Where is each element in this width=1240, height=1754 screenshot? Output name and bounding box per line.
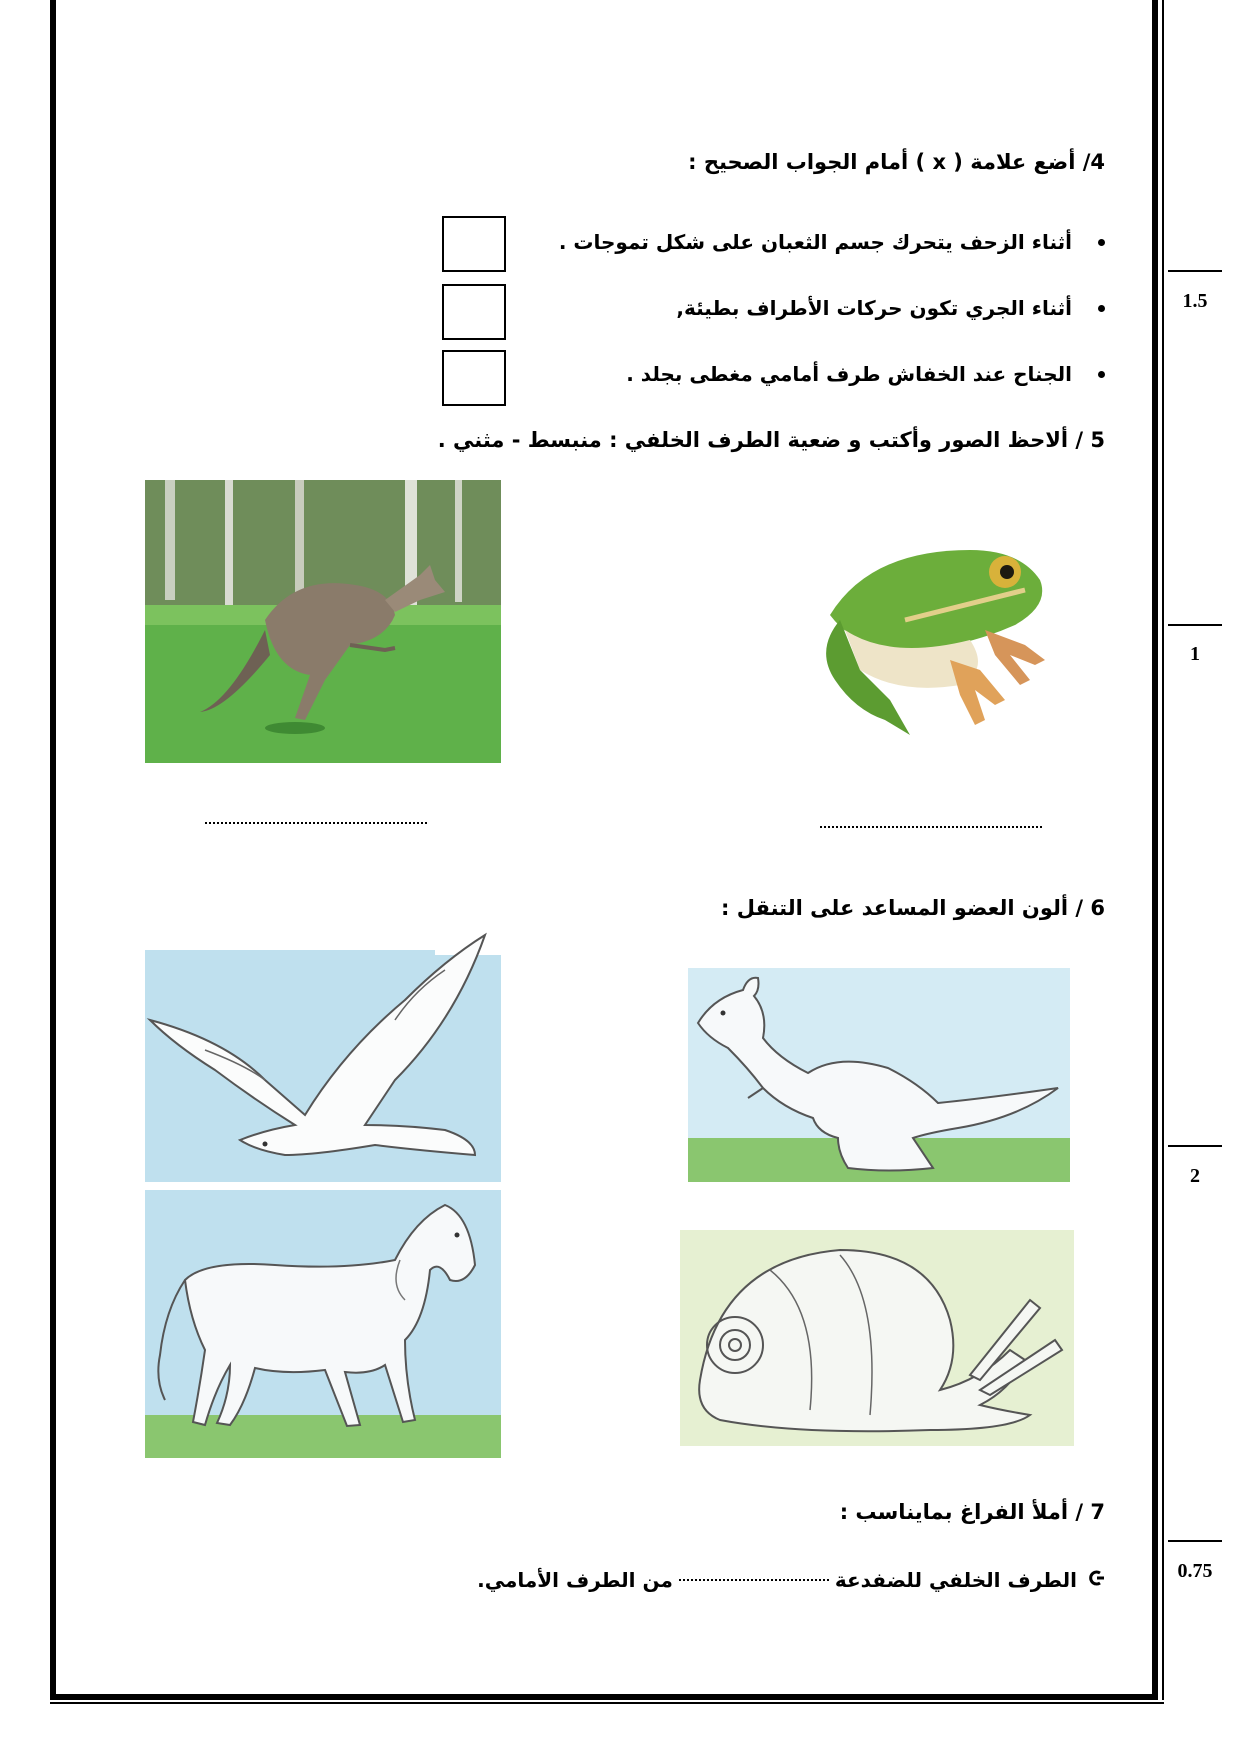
bird-drawing-icon [145, 930, 501, 1182]
kangaroo-drawing-icon [688, 968, 1070, 1182]
q4-item-text: الجناح عند الخفاش طرف أمامي مغطى بجلد . [626, 362, 1072, 386]
answer-line-kangaroo[interactable] [205, 822, 427, 824]
kangaroo-photo-icon [145, 480, 501, 763]
page-frame-right-inner [1162, 0, 1164, 1700]
score-q4: 1.5 [1182, 290, 1208, 312]
score-q6: 2 [1190, 1165, 1200, 1187]
page-frame-bottom-inner [50, 1702, 1164, 1704]
q4-item-1 [559, 230, 1105, 254]
q7-sentence-end: من الطرف الأمامي. [477, 1568, 673, 1592]
fill-blank-line[interactable] [679, 1579, 829, 1581]
q4-item-text: أثناء الزحف يتحرك جسم الثعبان على شكل تموجات . [558, 230, 1072, 254]
horse-drawing-icon [145, 1190, 501, 1458]
page-frame-left [50, 0, 56, 1700]
page-frame-right [1152, 0, 1158, 1700]
answer-box-3[interactable] [442, 350, 506, 406]
answer-box-2[interactable] [442, 284, 506, 340]
snail-drawing [680, 1230, 1074, 1446]
snail-drawing-icon [680, 1230, 1074, 1446]
horse-drawing [145, 1190, 501, 1458]
score-divider [1168, 270, 1222, 272]
q4-item-3 [626, 362, 1105, 386]
q7-sentence [477, 1568, 1105, 1592]
bullet-icon [1098, 239, 1105, 246]
c-arrow-bullet-icon [1087, 1568, 1105, 1592]
q4-item-2 [676, 296, 1105, 320]
score-divider [1168, 1540, 1222, 1542]
q6-title: 6 / ألون العضو المساعد على التنقل : [721, 896, 1105, 920]
score-q5: 1 [1190, 643, 1200, 665]
q4-title: 4/ أضع علامة ( x ) أمام الجواب الصحيح : [688, 150, 1105, 174]
bullet-icon [1098, 305, 1105, 312]
q4-item-text: أثناء الجري تكون حركات الأطراف بطيئة, [676, 296, 1072, 320]
score-divider [1168, 624, 1222, 626]
q7-title: 7 / أملأ الفراغ بمايناسب : [839, 1500, 1105, 1524]
kangaroo-photo [145, 480, 501, 763]
answer-box-1[interactable] [442, 216, 506, 272]
bullet-icon [1098, 371, 1105, 378]
score-divider [1168, 1145, 1222, 1147]
q7-sentence-start: الطرف الخلفي للضفدعة [834, 1568, 1077, 1592]
page-frame-bottom [50, 1694, 1158, 1700]
frog-photo-icon [800, 520, 1062, 746]
score-q7: 0.75 [1177, 1560, 1213, 1582]
q5-title: 5 / ألاحظ الصور وأكتب و ضعية الطرف الخلفي : منبسط - مثني . [437, 428, 1105, 452]
answer-line-frog[interactable] [820, 826, 1042, 828]
frog-photo [800, 520, 1062, 746]
kangaroo-drawing [688, 968, 1070, 1182]
bird-drawing [145, 930, 501, 1182]
